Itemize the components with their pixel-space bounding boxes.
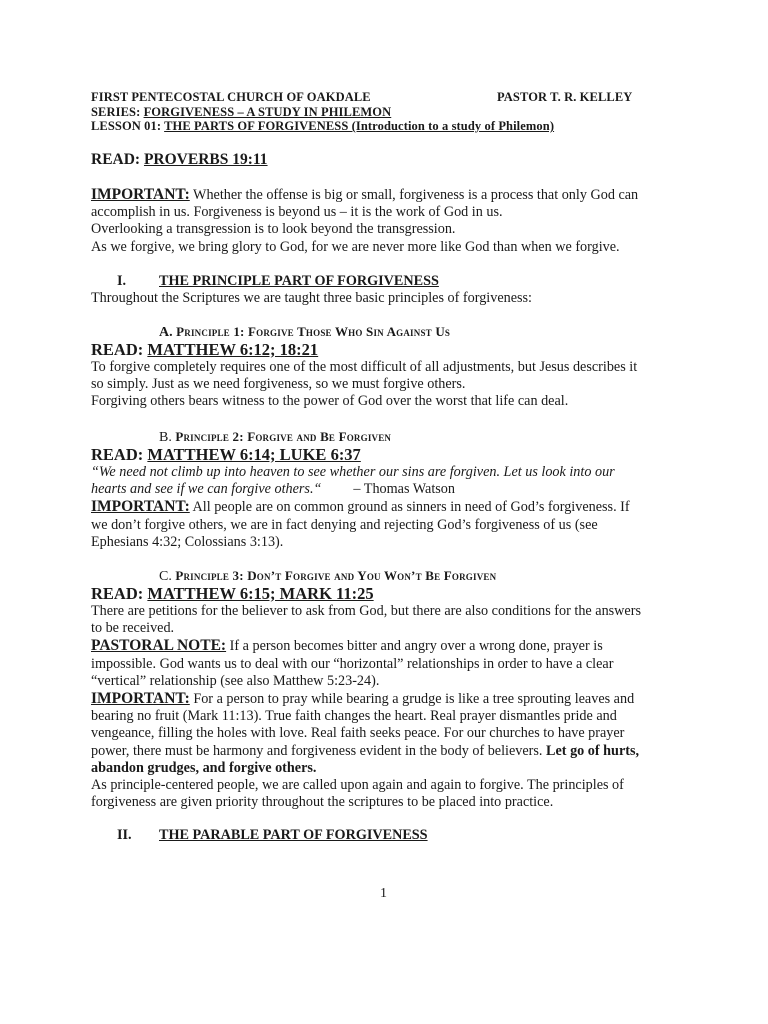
section-title: THE PRINCIPLE PART OF FORGIVENESS xyxy=(159,273,439,289)
principle-paragraph xyxy=(91,359,678,411)
intro-paragraph xyxy=(91,186,678,256)
text-line: we don’t forgive others, we are in fact denying and rejecting God’s forgiveness of us (see xyxy=(91,516,598,533)
series-line xyxy=(91,105,391,120)
quote-author: – Thomas Watson xyxy=(353,481,455,498)
text-line: If a person becomes bitter and angry over a wrong done, prayer is xyxy=(226,638,603,655)
pastor-name: PASTOR T. R. KELLEY xyxy=(497,90,633,104)
principle-read xyxy=(91,584,374,603)
text-line: vengeance, filling the holes with love. Real faith seeks peace. For our churches to have prayer xyxy=(91,725,625,742)
text-line: Whether the offense is big or small, forgiveness is a process that only God can xyxy=(189,187,639,203)
principle-heading xyxy=(159,324,450,341)
text-line: so simply. Just as we need forgiveness, so we must forgive others. xyxy=(91,376,466,393)
lesson-line xyxy=(91,119,554,134)
text-line: bearing no fruit (Mark 11:13). True faith changes the heart. Real prayer dismantles pride and xyxy=(91,708,617,725)
principle-heading xyxy=(159,429,391,446)
principle-paragraph xyxy=(91,603,678,811)
series-prefix: SERIES: xyxy=(91,105,144,119)
text-line: There are petitions for the believer to ask from God, but there are also conditions for the answers xyxy=(91,603,641,619)
text-line: to be received. xyxy=(91,620,175,637)
text-line: All people are on common ground as sinners in need of God’s forgiveness. If xyxy=(189,499,630,516)
principle-title: Principle 1: Forgive Those Who Sin Against Us xyxy=(176,324,451,339)
intro-read xyxy=(91,151,268,169)
text-line: For a person to pray while bearing a grudge is like a tree sprouting leaves and xyxy=(189,691,635,708)
church-name: FIRST PENTECOSTAL CHURCH OF OAKDALE xyxy=(91,90,371,104)
section-numeral: I. xyxy=(117,273,127,289)
pastoral-note-label: PASTORAL NOTE: xyxy=(91,637,227,655)
page-number: 1 xyxy=(380,886,387,901)
read-label: READ: xyxy=(91,584,148,603)
principle-paragraph xyxy=(91,464,678,551)
principle-letter: C. xyxy=(159,569,172,584)
principle-read xyxy=(91,445,361,464)
text-line: As principle-centered people, we are called upon again and again to forgive. The principles of xyxy=(91,777,624,794)
section-numeral: II. xyxy=(117,827,132,843)
principle-heading xyxy=(159,568,496,585)
read-label: READ: xyxy=(91,151,144,168)
text-line: accomplish in us. Forgiveness is beyond us – it is the work of God in us. xyxy=(91,204,503,221)
emphasis-text: Let go of hurts, xyxy=(546,742,640,759)
important-label: IMPORTANT: xyxy=(91,498,190,516)
section-title: THE PARABLE PART OF FORGIVENESS xyxy=(159,827,428,843)
text-line: Ephesians 4:32; Colossians 3:13). xyxy=(91,533,284,550)
lesson-prefix: LESSON 01: xyxy=(91,119,165,133)
principle-read xyxy=(91,340,318,359)
quote-line: “We need not climb up into heaven to see whether our sins are forgiven. Let us look into our xyxy=(91,464,615,480)
series-title: FORGIVENESS – A STUDY IN PHILEMON xyxy=(143,105,392,119)
text-line: impossible. God wants us to deal with our “horizontal” relationships in order to have a clear xyxy=(91,655,614,672)
section-intro xyxy=(91,290,678,307)
principle-letter: A. xyxy=(159,325,173,340)
read-label: READ: xyxy=(91,445,148,464)
principle-letter: B. xyxy=(159,430,172,445)
important-label: IMPORTANT: xyxy=(91,690,190,708)
text-line: “vertical” relationship (see also Matthew 5:23-24). xyxy=(91,672,380,689)
read-reference: PROVERBS 19:11 xyxy=(143,151,268,168)
text-line: Overlooking a transgression is to look beyond the transgression. xyxy=(91,221,456,238)
read-reference: MATTHEW 6:14; LUKE 6:37 xyxy=(147,445,361,464)
emphasis-text: abandon grudges, and forgive others. xyxy=(91,759,317,776)
read-label: READ: xyxy=(91,340,148,359)
read-reference: MATTHEW 6:12; 18:21 xyxy=(147,340,319,359)
lesson-title: THE PARTS OF FORGIVENESS (Introduction to a study of Philemon) xyxy=(164,119,555,133)
text-line: Forgiving others bears witness to the power of God over the worst that life can deal. xyxy=(91,393,569,410)
principle-title: Principle 2: Forgive and Be Forgiven xyxy=(175,429,392,444)
principle-title: Principle 3: Don’t Forgive and You Won’t Be Forgiven xyxy=(175,568,497,583)
text-line: Throughout the Scriptures we are taught three basic principles of forgiveness: xyxy=(91,290,532,306)
text-line: power, there must be harmony and forgiveness evident in the body of believers. xyxy=(91,742,547,759)
text-line: forgiveness are given priority throughout the scriptures to be placed into practice. xyxy=(91,794,554,811)
text-line: As we forgive, we bring glory to God, for we are never more like God than when we forgive. xyxy=(91,238,620,255)
important-label: IMPORTANT: xyxy=(91,186,190,203)
quote-line: hearts and see if we can forgive others.“ xyxy=(91,481,322,498)
read-reference: MATTHEW 6:15; MARK 11:25 xyxy=(147,584,374,603)
text-line: To forgive completely requires one of the most difficult of all adjustments, but Jesus describes it xyxy=(91,359,638,375)
